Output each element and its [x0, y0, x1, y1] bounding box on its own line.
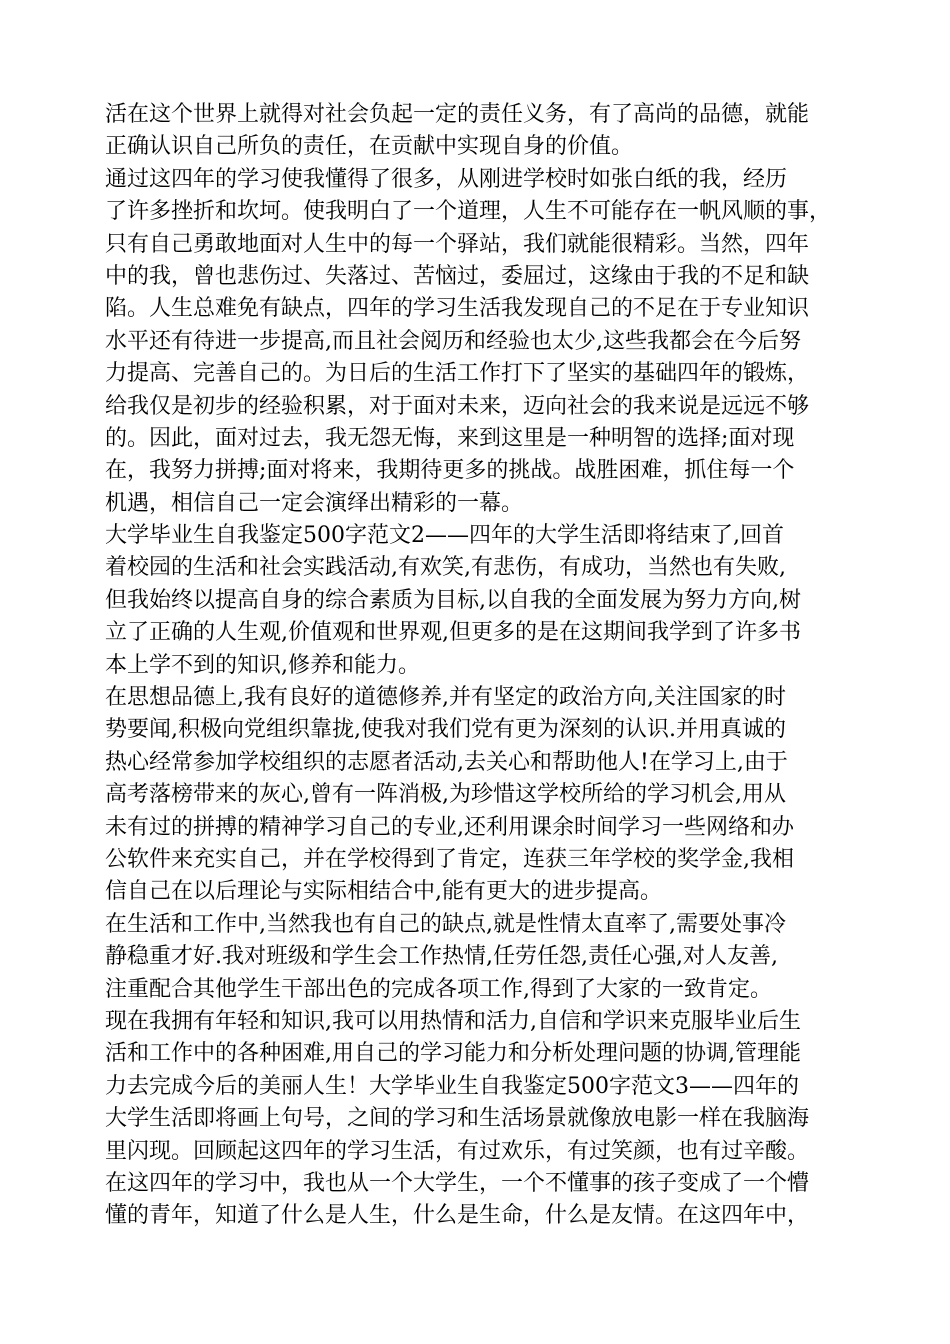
text-line: 在思想品德上,我有良好的道德修养,并有坚定的政治方向,关注国家的时 — [105, 685, 786, 711]
text-line: 大学毕业生自我鉴定500字范文2——四年的大学生活即将结束了,回首 — [105, 523, 784, 549]
text-line: 未有过的拼搏的精神学习自己的专业,还利用课余时间学习一些网络和办 — [105, 814, 794, 840]
text-line: 着校园的生活和社会实践活动,有欢笑,有悲伤，有成功，当然也有失败, — [105, 555, 786, 581]
text-line: 懂的青年，知道了什么是人生，什么是生命，什么是友情。在这四年中， — [105, 1203, 810, 1229]
text-line: 给我仅是初步的经验积累，对于面对未来，迈向社会的我来说是远远不够 — [105, 393, 810, 419]
text-line: 水平还有待进一步提高,而且社会阅历和经验也太少,这些我都会在今后努 — [105, 328, 801, 354]
text-line: 中的我，曾也悲伤过、失落过、苦恼过，委屈过，这缘由于我的不足和缺 — [105, 263, 810, 289]
text-line: 势要闻,积极向党组织靠拢,使我对我们党有更为深刻的认识.并用真诚的 — [105, 717, 786, 743]
text-line: 静稳重才好.我对班级和学生会工作热情,任劳任怨,责任心强,对人友善, — [105, 944, 778, 970]
text-line: 在生活和工作中,当然我也有自己的缺点,就是性情太直率了,需要处事冷 — [105, 911, 786, 937]
text-line: 现在我拥有年轻和知识,我可以用热情和活力,自信和学识来克服毕业后生 — [105, 1008, 801, 1034]
text-line: 力去完成今后的美丽人生！大学毕业生自我鉴定500字范文3——四年的 — [105, 1073, 799, 1099]
text-line: 机遇，相信自己一定会演绎出精彩的一幕。 — [105, 490, 524, 516]
text-line: 的。因此，面对过去，我无怨无悔，来到这里是一种明智的选择;面对现 — [105, 425, 795, 451]
text-line: 通过这四年的学习使我懂得了很多，从刚进学校时如张白纸的我，经历 — [105, 166, 788, 192]
text-line: 活和工作中的各种困难,用自己的学习能力和分析处理问题的协调,管理能 — [105, 1041, 801, 1067]
text-line: 高考落榜带来的灰心,曾有一阵消极,为珍惜这学校所给的学习机会,用从 — [105, 782, 786, 808]
text-line: 陷。人生总难免有缺点，四年的学习生活我发现自己的不足在于专业知识 — [105, 296, 810, 322]
text-line: 在，我努力拼搏;面对将来，我期待更多的挑战。战胜困难，抓住每一个 — [105, 458, 795, 484]
text-line: 力提高、完善自己的。为日后的生活工作打下了坚实的基础四年的锻炼， — [105, 361, 810, 387]
text-line: 正确认识自己所负的责任，在贡献中实现自身的价值。 — [105, 134, 634, 160]
text-line: 注重配合其他学生干部出色的完成各项工作,得到了大家的一致肯定。 — [105, 976, 772, 1002]
text-line: 信自己在以后理论与实际相结合中,能有更大的进步提高。 — [105, 879, 662, 905]
text-line: 但我始终以提高自身的综合素质为目标,以自我的全面发展为努力方向,树 — [105, 587, 801, 613]
document-body — [105, 99, 865, 1233]
text-line: 只有自己勇敢地面对人生中的每一个驿站，我们就能很精彩。当然，四年 — [105, 231, 810, 257]
text-line: 在这四年的学习中，我也从一个大学生，一个不懂事的孩子变成了一个懵 — [105, 1170, 810, 1196]
text-line: 了许多挫折和坎坷。使我明白了一个道理，人生不可能存在一帆风顺的事， — [105, 199, 832, 225]
text-line: 公软件来充实自己，并在学校得到了肯定，连获三年学校的奖学金,我相 — [105, 846, 794, 872]
text-line: 大学生活即将画上句号，之间的学习和生活场景就像放电影一样在我脑海 — [105, 1106, 810, 1132]
text-line: 立了正确的人生观,价值观和世界观,但更多的是在这期间我学到了许多书 — [105, 620, 801, 646]
text-line: 活在这个世界上就得对社会负起一定的责任义务，有了高尚的品德，就能 — [105, 102, 810, 127]
text-line: 本上学不到的知识,修养和能力。 — [105, 652, 420, 678]
text-line: 热心经常参加学校组织的志愿者活动,去关心和帮助他人!在学习上,由于 — [105, 749, 788, 775]
text-line: 里闪现。回顾起这四年的学习生活，有过欢乐，有过笑颜，也有过辛酸。 — [105, 1138, 810, 1164]
